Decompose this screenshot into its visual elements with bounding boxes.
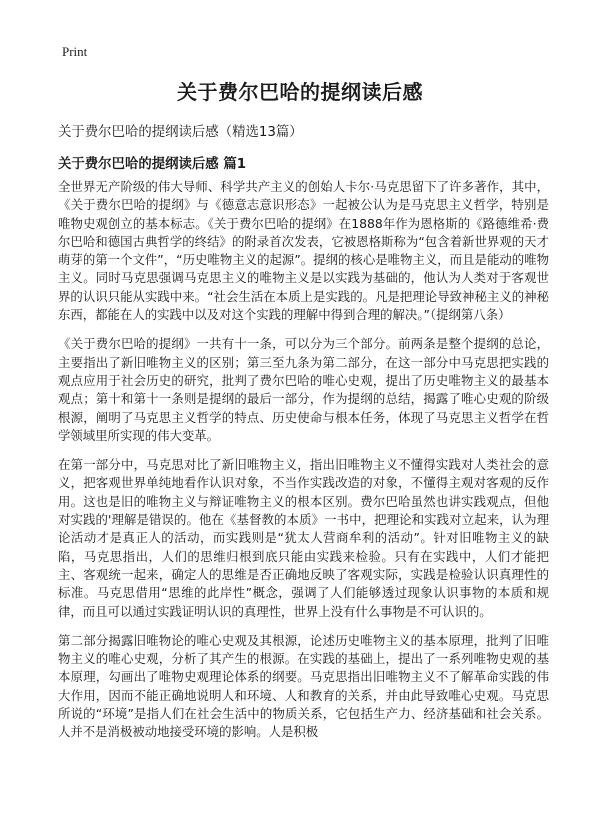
print-link[interactable]: Print bbox=[62, 44, 88, 59]
document-body bbox=[58, 178, 549, 753]
paragraph: 全世界无产阶级的伟大导师、科学共产主义的创始人卡尔·马克思留下了许多著作，其中，《关于费尔巴哈的提纲》与《德意志意识形态》一起被公认为是马克思主义哲学，特别是唯物史观创立的基本标志。《关于费尔巴哈的提纲》在1888年作为恩格斯的《路德维希·费尔巴哈和德国古典哲学的终结》的附录首次发表，它被恩格斯称为“包含着新世界观的天才萌芽的第一个文件”，“历史唯物主义的起源”。提纲的核心是唯物主义，而且是能动的唯物主义。同时马克思强调马克思主义的唯物主义是以实践为基础的，他认为人类对于客观世界的认识只能从实践中来。“社会生活在本质上是实践的。凡是把理论导致神秘主义的神秘东西，都能在人的实践中以及对这个实践的理解中得到合理的解决。”（提纲第八条） bbox=[58, 179, 549, 323]
document-title: 关于费尔巴哈的提纲读后感 bbox=[177, 80, 423, 104]
paragraph: 第二部分揭露旧唯物论的唯心史观及其根源，论述历史唯物主义的基本原理，批判了旧唯物主义的唯心史观，分析了其产生的根源。在实践的基础上，提出了一系列唯物史观的基本原理，勾画出了唯物史观理论体系的纲要。马克思指出旧唯物主义不了解革命实践的伟大作用，因而不能正确地说明人和环境、人和教育的关系，并由此导致唯心史观。马克思所说的“环境”是指人们在社会生活中的物质关系，它包括生产力、经济基础和社会关系。人并不是消极被动地接受环境的影响。人是积极 bbox=[58, 632, 549, 740]
paragraph: 在第一部分中，马克思对比了新旧唯物主义，指出旧唯物主义不懂得实践对人类社会的意义，把客观世界单纯地看作认识对象，不当作实践改造的对象，不懂得主观对客观的反作用。这也是旧的唯物主义与辩证唯物主义的根本区别。费尔巴哈虽然也讲实践观点，但他对实践的'理解是错误的。他在《基督教的本质》一书中，把理论和实践对立起来，认为理论活动才是真正人的活动，而实践则是“犹太人营商牟利的活动”。针对旧唯物主义的缺陷，马克思指出，人们的思维归根到底只能由实践来检验。只有在实践中，人们才能把主、客观统一起来，确定人的思维是否正确地反映了客观实际，实践是检验认识真理性的标准。马克思借用“思维的此岸性”概念，强调了人们能够透过现象认识事物的本质和规律，而且可以通过实践证明认识的真理性，世界上没有什么事物是不可认识的。 bbox=[58, 457, 549, 619]
paragraph: 《关于费尔巴哈的提纲》一共有十一条，可以分为三个部分。前两条是整个提纲的总论，主要指出了新旧唯物主义的区别；第三至九条为第二部分，在这一部分中马克思把实践的观点应用于社会历史的研究，批判了费尔巴哈的唯心史观，提出了历史唯物主义的最基本观点；第十和第十一条则是提纲的最后一部分，作为提纲的总结，揭露了唯心史观的阶级根源，阐明了马克思主义哲学的特点、历史使命与根本任务，体现了马克思主义哲学在哲学领域里所实现的伟大变革。 bbox=[58, 336, 549, 443]
document-subtitle: 关于费尔巴哈的提纲读后感（精选13篇） bbox=[58, 125, 303, 140]
section-heading: 关于费尔巴哈的提纲读后感 篇1 bbox=[58, 157, 247, 172]
